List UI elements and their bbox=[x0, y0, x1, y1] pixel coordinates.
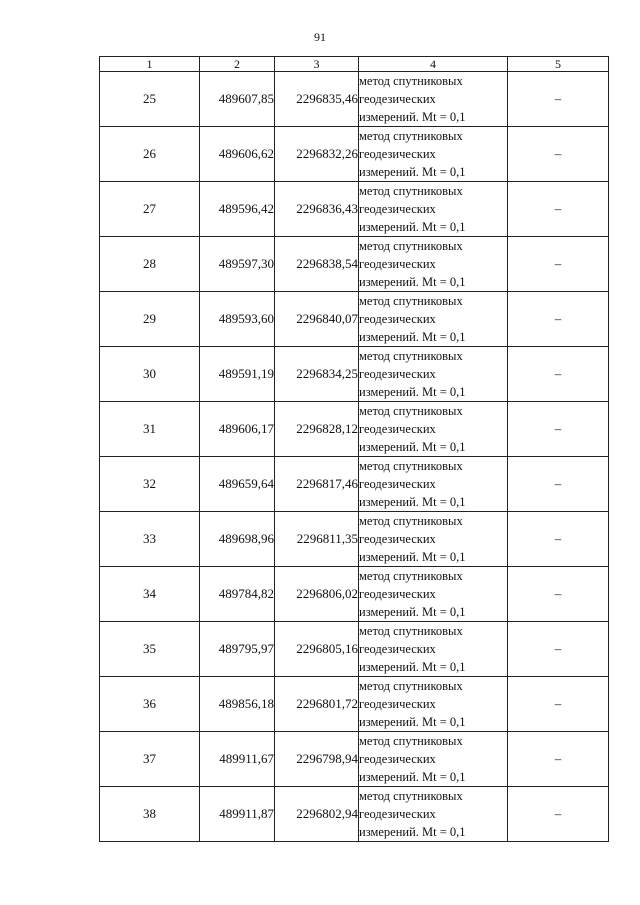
x-coordinate-cell: 489607,85 bbox=[200, 72, 275, 127]
x-coordinate-cell: 489911,87 bbox=[200, 787, 275, 842]
note-cell: – bbox=[508, 237, 609, 292]
note-cell: – bbox=[508, 732, 609, 787]
note-cell: – bbox=[508, 567, 609, 622]
note-cell: – bbox=[508, 347, 609, 402]
table-row bbox=[100, 402, 609, 457]
method-line: измерений. Mt = 0,1 bbox=[359, 275, 466, 289]
x-coordinate-cell: 489795,97 bbox=[200, 622, 275, 677]
point-number-cell: 38 bbox=[100, 787, 200, 842]
y-coordinate-cell: 2296798,94 bbox=[275, 732, 359, 787]
method-cell bbox=[359, 182, 508, 237]
note-cell: – bbox=[508, 512, 609, 567]
method-line: метод спутниковых bbox=[359, 239, 463, 253]
method-line: метод спутниковых bbox=[359, 404, 463, 418]
method-cell bbox=[359, 237, 508, 292]
table-row bbox=[100, 237, 609, 292]
method-line: измерений. Mt = 0,1 bbox=[359, 715, 466, 729]
point-number-cell: 37 bbox=[100, 732, 200, 787]
y-coordinate-cell: 2296817,46 bbox=[275, 457, 359, 512]
method-line: метод спутниковых bbox=[359, 514, 463, 528]
column-header-1: 1 bbox=[100, 57, 200, 72]
x-coordinate-cell: 489597,30 bbox=[200, 237, 275, 292]
note-cell: – bbox=[508, 457, 609, 512]
method-cell bbox=[359, 512, 508, 567]
header-row bbox=[100, 57, 609, 72]
method-line: измерений. Mt = 0,1 bbox=[359, 165, 466, 179]
method-line: метод спутниковых bbox=[359, 789, 463, 803]
method-cell bbox=[359, 72, 508, 127]
method-cell bbox=[359, 347, 508, 402]
table-row bbox=[100, 127, 609, 182]
method-line: геодезических bbox=[359, 587, 436, 601]
method-cell bbox=[359, 292, 508, 347]
point-number-cell: 26 bbox=[100, 127, 200, 182]
note-cell: – bbox=[508, 292, 609, 347]
table-row bbox=[100, 622, 609, 677]
method-cell bbox=[359, 127, 508, 182]
method-line: геодезических bbox=[359, 202, 436, 216]
method-line: измерений. Mt = 0,1 bbox=[359, 825, 466, 839]
point-number-cell: 36 bbox=[100, 677, 200, 732]
y-coordinate-cell: 2296828,12 bbox=[275, 402, 359, 457]
table-row bbox=[100, 732, 609, 787]
method-line: геодезических bbox=[359, 532, 436, 546]
method-line: метод спутниковых bbox=[359, 679, 463, 693]
note-cell: – bbox=[508, 182, 609, 237]
y-coordinate-cell: 2296802,94 bbox=[275, 787, 359, 842]
y-coordinate-cell: 2296835,46 bbox=[275, 72, 359, 127]
method-line: метод спутниковых bbox=[359, 294, 463, 308]
method-line: измерений. Mt = 0,1 bbox=[359, 660, 466, 674]
method-line: геодезических bbox=[359, 642, 436, 656]
x-coordinate-cell: 489596,42 bbox=[200, 182, 275, 237]
point-number-cell: 34 bbox=[100, 567, 200, 622]
method-line: измерений. Mt = 0,1 bbox=[359, 770, 466, 784]
method-line: метод спутниковых bbox=[359, 569, 463, 583]
point-number-cell: 28 bbox=[100, 237, 200, 292]
point-number-cell: 30 bbox=[100, 347, 200, 402]
table-row bbox=[100, 292, 609, 347]
y-coordinate-cell: 2296806,02 bbox=[275, 567, 359, 622]
method-line: геодезических bbox=[359, 257, 436, 271]
x-coordinate-cell: 489911,67 bbox=[200, 732, 275, 787]
x-coordinate-cell: 489591,19 bbox=[200, 347, 275, 402]
method-line: измерений. Mt = 0,1 bbox=[359, 220, 466, 234]
x-coordinate-cell: 489606,17 bbox=[200, 402, 275, 457]
y-coordinate-cell: 2296834,25 bbox=[275, 347, 359, 402]
column-header-2: 2 bbox=[200, 57, 275, 72]
column-header-4: 4 bbox=[359, 57, 508, 72]
method-line: измерений. Mt = 0,1 bbox=[359, 385, 466, 399]
method-line: измерений. Mt = 0,1 bbox=[359, 495, 466, 509]
table-row bbox=[100, 72, 609, 127]
method-line: геодезических bbox=[359, 752, 436, 766]
method-line: геодезических bbox=[359, 312, 436, 326]
method-line: геодезических bbox=[359, 477, 436, 491]
method-line: метод спутниковых bbox=[359, 74, 463, 88]
method-cell bbox=[359, 622, 508, 677]
point-number-cell: 35 bbox=[100, 622, 200, 677]
method-line: геодезических bbox=[359, 422, 436, 436]
note-cell: – bbox=[508, 622, 609, 677]
note-cell: – bbox=[508, 402, 609, 457]
point-number-cell: 25 bbox=[100, 72, 200, 127]
point-number-cell: 31 bbox=[100, 402, 200, 457]
method-line: измерений. Mt = 0,1 bbox=[359, 550, 466, 564]
method-line: метод спутниковых bbox=[359, 459, 463, 473]
method-line: метод спутниковых bbox=[359, 184, 463, 198]
method-line: геодезических bbox=[359, 92, 436, 106]
table-row bbox=[100, 512, 609, 567]
method-cell bbox=[359, 402, 508, 457]
method-line: геодезических bbox=[359, 367, 436, 381]
method-cell bbox=[359, 732, 508, 787]
table-row bbox=[100, 567, 609, 622]
y-coordinate-cell: 2296836,43 bbox=[275, 182, 359, 237]
x-coordinate-cell: 489784,82 bbox=[200, 567, 275, 622]
method-line: измерений. Mt = 0,1 bbox=[359, 110, 466, 124]
x-coordinate-cell: 489659,64 bbox=[200, 457, 275, 512]
y-coordinate-cell: 2296840,07 bbox=[275, 292, 359, 347]
column-header-3: 3 bbox=[275, 57, 359, 72]
table-body bbox=[100, 72, 609, 842]
method-line: геодезических bbox=[359, 147, 436, 161]
y-coordinate-cell: 2296811,35 bbox=[275, 512, 359, 567]
x-coordinate-cell: 489606,62 bbox=[200, 127, 275, 182]
x-coordinate-cell: 489593,60 bbox=[200, 292, 275, 347]
x-coordinate-cell: 489856,18 bbox=[200, 677, 275, 732]
note-cell: – bbox=[508, 72, 609, 127]
method-line: метод спутниковых bbox=[359, 129, 463, 143]
table-row bbox=[100, 677, 609, 732]
method-line: геодезических bbox=[359, 697, 436, 711]
table-row bbox=[100, 787, 609, 842]
point-number-cell: 32 bbox=[100, 457, 200, 512]
method-cell bbox=[359, 457, 508, 512]
method-line: геодезических bbox=[359, 807, 436, 821]
y-coordinate-cell: 2296838,54 bbox=[275, 237, 359, 292]
method-line: метод спутниковых bbox=[359, 734, 463, 748]
x-coordinate-cell: 489698,96 bbox=[200, 512, 275, 567]
method-line: измерений. Mt = 0,1 bbox=[359, 330, 466, 344]
note-cell: – bbox=[508, 677, 609, 732]
method-line: метод спутниковых bbox=[359, 624, 463, 638]
y-coordinate-cell: 2296805,16 bbox=[275, 622, 359, 677]
coordinates-table bbox=[99, 56, 609, 842]
point-number-cell: 29 bbox=[100, 292, 200, 347]
method-cell bbox=[359, 677, 508, 732]
method-line: измерений. Mt = 0,1 bbox=[359, 440, 466, 454]
table-row bbox=[100, 347, 609, 402]
note-cell: – bbox=[508, 787, 609, 842]
point-number-cell: 27 bbox=[100, 182, 200, 237]
page-number: 91 bbox=[314, 30, 326, 44]
method-cell bbox=[359, 567, 508, 622]
method-cell bbox=[359, 787, 508, 842]
table-row bbox=[100, 182, 609, 237]
point-number-cell: 33 bbox=[100, 512, 200, 567]
y-coordinate-cell: 2296801,72 bbox=[275, 677, 359, 732]
y-coordinate-cell: 2296832,26 bbox=[275, 127, 359, 182]
method-line: измерений. Mt = 0,1 bbox=[359, 605, 466, 619]
column-header-5: 5 bbox=[508, 57, 609, 72]
method-line: метод спутниковых bbox=[359, 349, 463, 363]
note-cell: – bbox=[508, 127, 609, 182]
table-row bbox=[100, 457, 609, 512]
table-header bbox=[100, 57, 609, 72]
